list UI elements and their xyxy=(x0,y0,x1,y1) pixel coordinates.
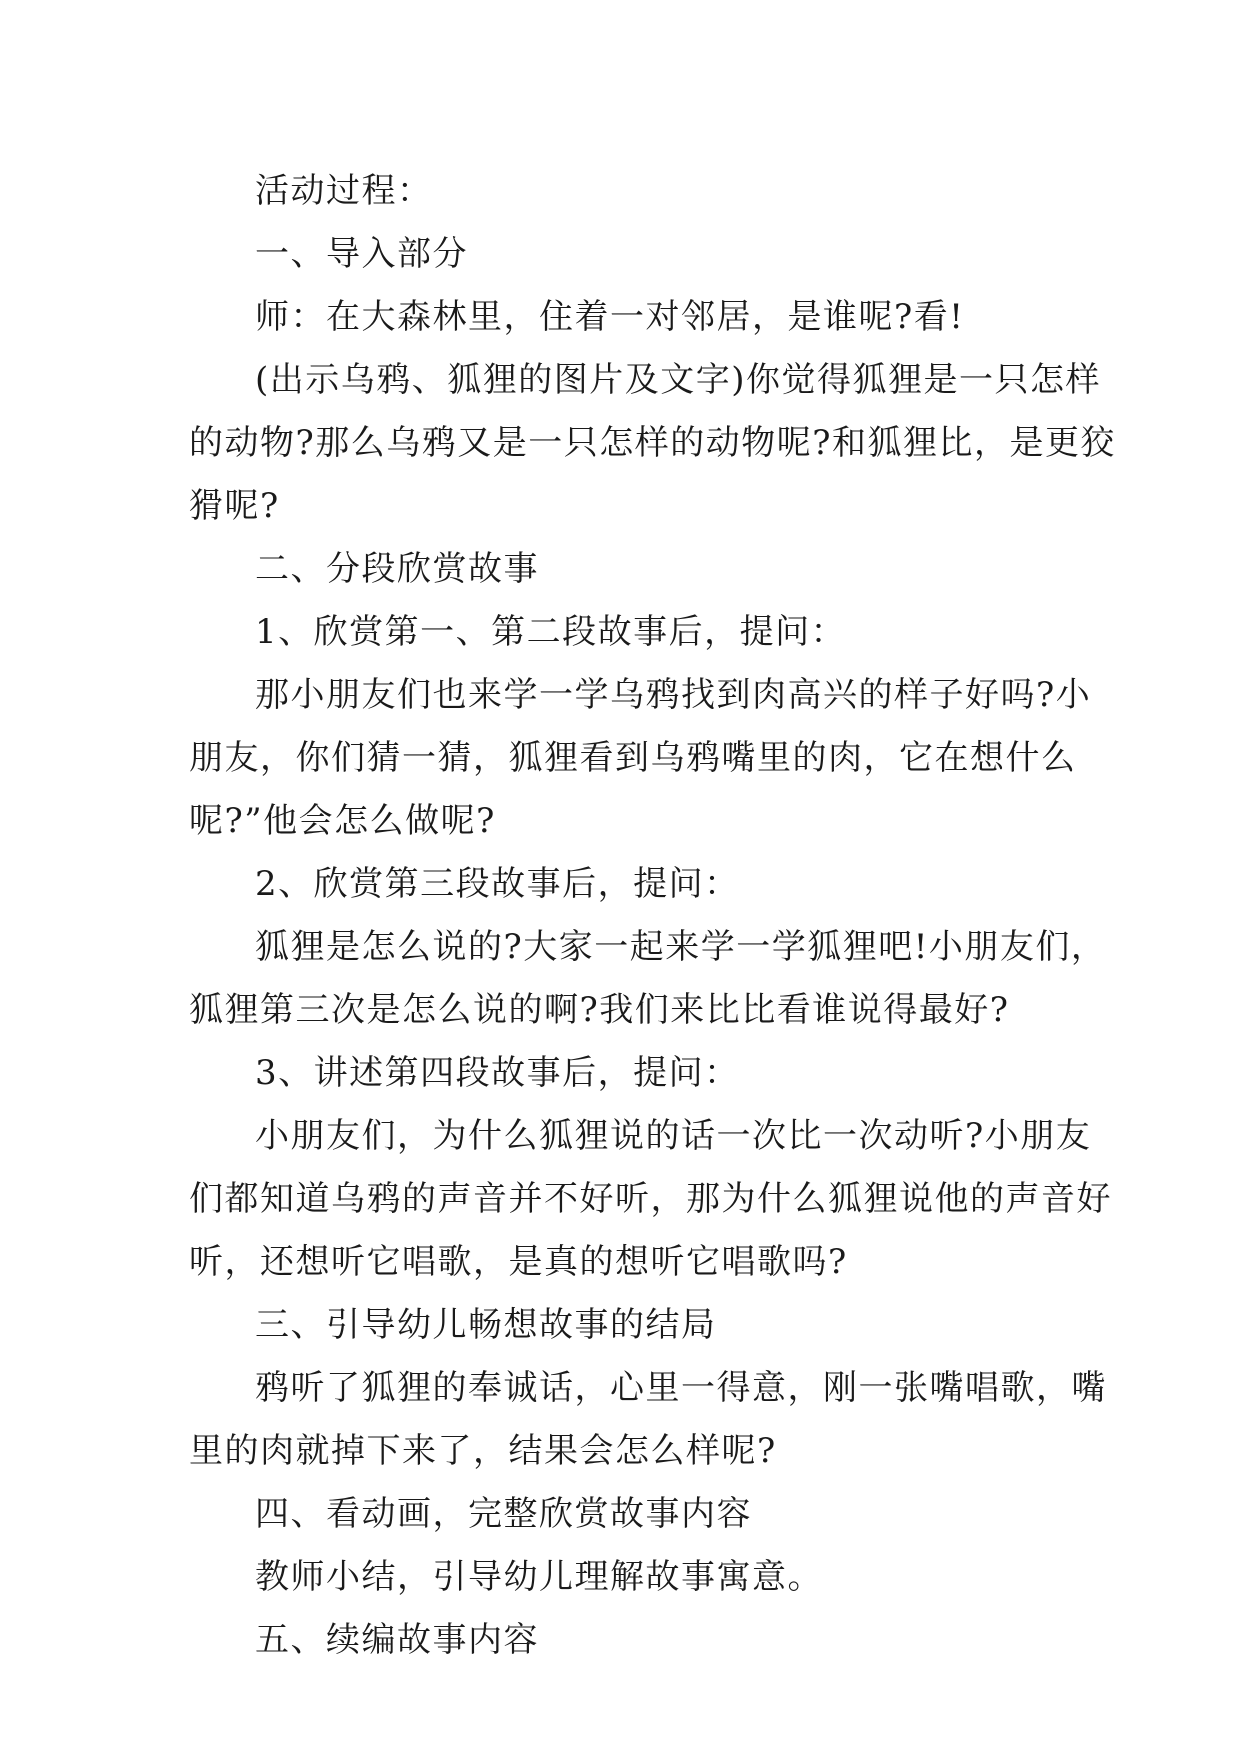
section-heading: 二、分段欣赏故事 xyxy=(255,549,539,589)
text-line: 里的肉就掉下来了，结果会怎么样呢? xyxy=(189,1431,777,1471)
text-line: 教师小结，引导幼儿理解故事寓意。 xyxy=(255,1557,823,1597)
text-line: 活动过程： xyxy=(255,171,433,211)
text-line: 狐狸是怎么说的?大家一起来学一学狐狸吧!小朋友们， xyxy=(255,927,1107,967)
section-heading: 三、引导幼儿畅想故事的结局 xyxy=(255,1305,717,1345)
section-heading: 四、看动画，完整欣赏故事内容 xyxy=(255,1494,752,1534)
text-line: 朋友，你们猜一猜，狐狸看到乌鸦嘴里的肉，它在想什么 xyxy=(189,738,1077,778)
text-line: 1、欣赏第一、第二段故事后，提问： xyxy=(255,612,847,652)
text-line: 们都知道乌鸦的声音并不好听，那为什么狐狸说他的声音好 xyxy=(189,1179,1112,1219)
text-line: 2、欣赏第三段故事后，提问： xyxy=(255,864,740,904)
text-line: 的动物?那么乌鸦又是一只怎样的动物呢?和狐狸比，是更狡 xyxy=(189,423,1116,463)
text-line: 鸦听了狐狸的奉诚话，心里一得意，刚一张嘴唱歌，嘴 xyxy=(255,1368,1107,1408)
section-heading: 五、续编故事内容 xyxy=(255,1620,539,1660)
text-line: 3、讲述第四段故事后，提问： xyxy=(255,1053,740,1093)
text-line: 猾呢? xyxy=(189,486,280,526)
text-line: 狐狸第三次是怎么说的啊?我们来比比看谁说得最好? xyxy=(189,990,1010,1030)
text-line: 师：在大森林里，住着一对邻居，是谁呢?看! xyxy=(255,297,965,337)
text-line: 听，还想听它唱歌，是真的想听它唱歌吗? xyxy=(189,1242,848,1282)
section-heading: 一、导入部分 xyxy=(255,234,468,274)
text-line: (出示乌鸦、狐狸的图片及文字)你觉得狐狸是一只怎样 xyxy=(255,360,1102,400)
text-line: 那小朋友们也来学一学乌鸦找到肉高兴的样子好吗?小 xyxy=(255,675,1092,715)
text-line: 呢?”他会怎么做呢? xyxy=(189,801,496,841)
text-line: 小朋友们，为什么狐狸说的话一次比一次动听?小朋友 xyxy=(255,1116,1092,1156)
document-body xyxy=(189,160,1116,1672)
